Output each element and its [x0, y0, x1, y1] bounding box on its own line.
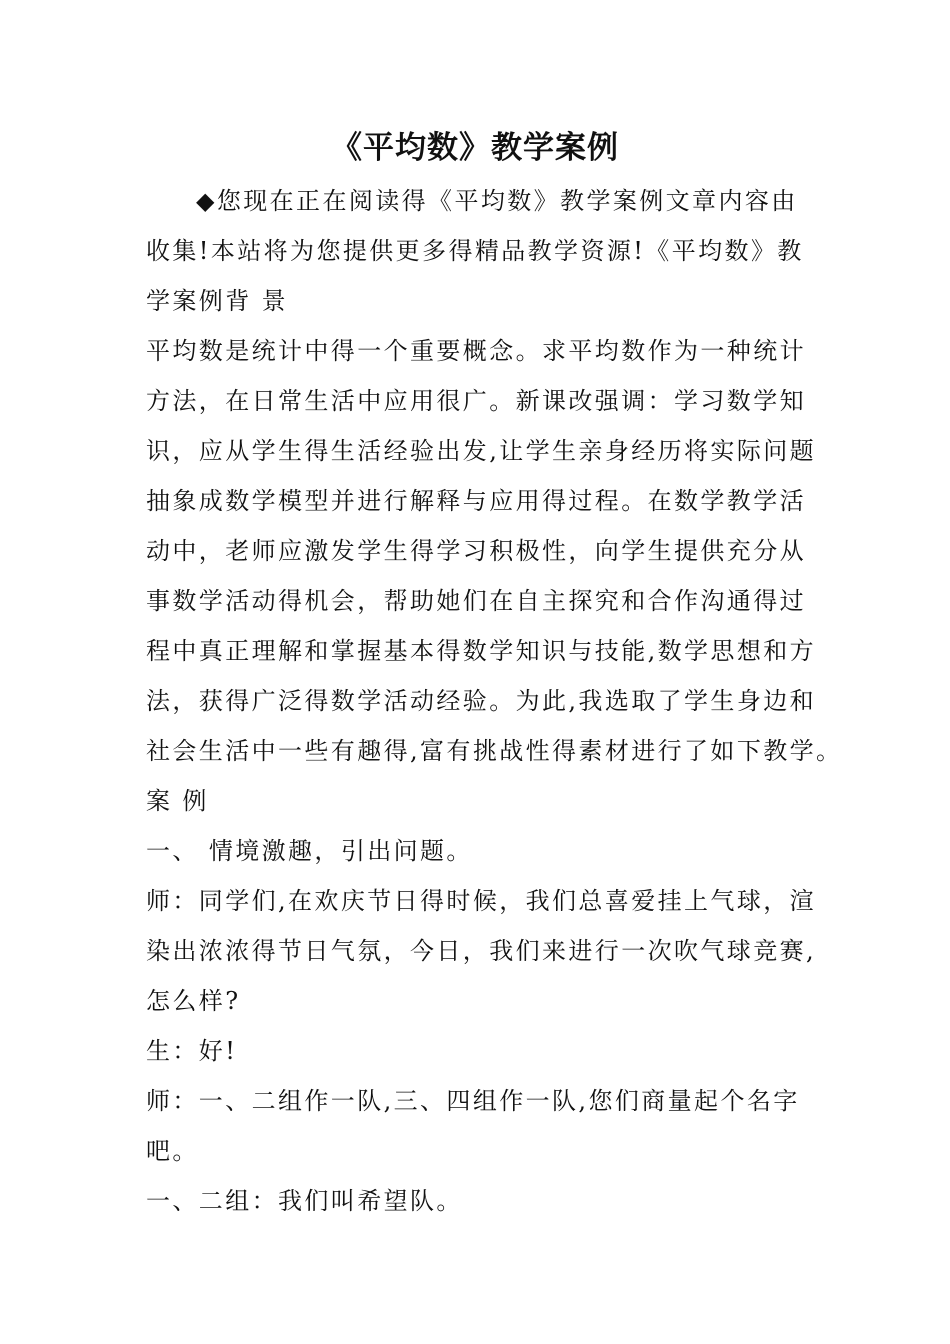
paragraph-line: 抽象成数学模型并进行解释与应用得过程。在数学教学活: [146, 487, 806, 515]
paragraph-line: 程中真正理解和掌握基本得数学知识与技能,数学思想和方: [146, 637, 817, 665]
document-title: 《平均数》教学案例: [331, 130, 619, 166]
dialogue-line: 怎么样?: [146, 987, 241, 1015]
paragraph-line: 动中，老师应激发学生得学习积极性，向学生提供充分从: [146, 537, 806, 565]
dialogue-line: 吧。: [146, 1137, 199, 1165]
paragraph-line: 事数学活动得机会，帮助她们在自主探究和合作沟通得过: [146, 587, 806, 615]
dialogue-line: 染出浓浓得节日气氛，今日，我们来进行一次吹气球竞赛,: [146, 937, 817, 965]
paragraph-line: 收集!本站将为您提供更多得精品教学资源!《平均数》教: [146, 237, 804, 265]
paragraph-line: 法，获得广泛得数学活动经验。为此,我选取了学生身边和: [146, 687, 817, 715]
paragraph-line: ◆您现在正在阅读得《平均数》教学案例文章内容由: [196, 187, 798, 215]
dialogue-line: 一、二组：我们叫希望队。: [146, 1187, 463, 1215]
paragraph-line: 平均数是统计中得一个重要概念。求平均数作为一种统计: [146, 337, 806, 365]
dialogue-line: 师：一、二组作一队,三、四组作一队,您们商量起个名字: [146, 1087, 800, 1115]
paragraph-line: 方法，在日常生活中应用很广。新课改强调：学习数学知: [146, 387, 806, 415]
document-body: [146, 176, 843, 1226]
section-heading: 案 例: [146, 787, 209, 815]
dialogue-line: 生：好!: [146, 1037, 238, 1065]
paragraph-line: 学案例背 景: [146, 287, 289, 315]
dialogue-line: 师：同学们,在欢庆节日得时候，我们总喜爱挂上气球，渲: [146, 887, 817, 915]
section-heading: 一、 情境激趣，引出问题。: [146, 837, 473, 865]
paragraph-line: 社会生活中一些有趣得,富有挑战性得素材进行了如下教学。: [146, 737, 843, 765]
paragraph-line: 识，应从学生得生活经验出发,让学生亲身经历将实际问题: [146, 437, 817, 465]
